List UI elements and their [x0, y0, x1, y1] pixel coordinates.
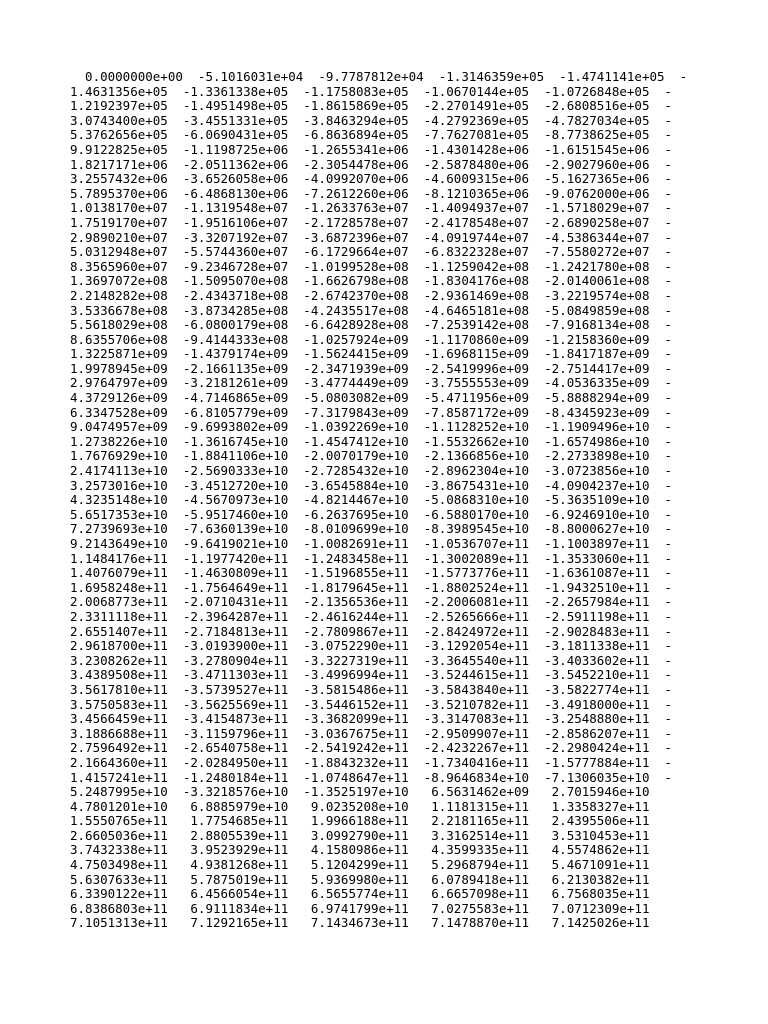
data-row: 3.1886688e+11 -3.1159796e+11 -3.0367675e+11 -2.9509907e+11 -2.8586207e+11 -	[70, 725, 673, 741]
data-row: 8.6355706e+08 -9.4144333e+08 -1.0257924e+09 -1.1170860e+09 -1.2158360e+09 -	[70, 331, 673, 347]
data-row: 6.3390122e+11 6.4566054e+11 6.5655774e+11 6.6657098e+11 6.7568035e+11	[70, 886, 650, 902]
data-row: 4.3235148e+10 -4.5670973e+10 -4.8214467e+10 -5.0868310e+10 -5.3635109e+10 -	[70, 492, 673, 508]
data-row: 3.5617810e+11 -3.5739527e+11 -3.5815486e+11 -3.5843840e+11 -3.5822774e+11 -	[70, 681, 673, 697]
data-row: 1.3225871e+09 -1.4379174e+09 -1.5624415e+09 -1.6968115e+09 -1.8417187e+09 -	[70, 346, 673, 362]
data-row: 3.7432338e+11 3.9523929e+11 4.1580986e+11 4.3599335e+11 4.5574862e+11	[70, 842, 650, 858]
data-row: 5.2487995e+10 -3.3218576e+10 -1.3525197e+10 6.5631462e+09 2.7015946e+10	[70, 784, 650, 800]
data-row: 0.0000000e+00 -5.1016031e+04 -9.7787812e+04 -1.3146359e+05 -1.4741141e+05 -	[70, 69, 688, 84]
data-row: 3.2573016e+10 -3.4512720e+10 -3.6545884e+10 -3.8675431e+10 -4.0904237e+10 -	[70, 477, 673, 493]
data-row: 4.7801201e+10 6.8885979e+10 9.0235208e+10 1.1181315e+11 1.3358327e+11	[70, 798, 650, 814]
data-row: 1.2192397e+05 -1.4951498e+05 -1.8615869e+05 -2.2701491e+05 -2.6808516e+05 -	[70, 98, 673, 114]
data-row: 5.7895370e+06 -6.4868130e+06 -7.2612260e+06 -8.1210365e+06 -9.0762000e+06 -	[70, 185, 673, 201]
data-row: 3.5750583e+11 -3.5625569e+11 -3.5446152e+11 -3.5210782e+11 -3.4918000e+11 -	[70, 696, 673, 712]
data-row: 2.1664360e+11 -2.0284950e+11 -1.8843232e+11 -1.7340416e+11 -1.5777884e+11 -	[70, 754, 673, 770]
data-row: 1.8217171e+06 -2.0511362e+06 -2.3054478e+06 -2.5878480e+06 -2.9027960e+06 -	[70, 156, 673, 172]
data-row: 6.3347528e+09 -6.8105779e+09 -7.3179843e+09 -7.8587172e+09 -8.4345923e+09 -	[70, 404, 673, 420]
data-row: 2.6605036e+11 2.8805539e+11 3.0992790e+11 3.3162514e+11 3.5310453e+11	[70, 827, 650, 843]
data-row: 1.0138170e+07 -1.1319548e+07 -1.2633763e+07 -1.4094937e+07 -1.5718029e+07 -	[70, 200, 673, 216]
data-row: 3.5336678e+08 -3.8734285e+08 -4.2435517e+08 -4.6465181e+08 -5.0849859e+08 -	[70, 302, 673, 318]
data-row: 1.4157241e+11 -1.2480184e+11 -1.0748647e+11 -8.9646834e+10 -7.1306035e+10 -	[70, 769, 673, 785]
data-row: 2.9764797e+09 -3.2181261e+09 -3.4774449e+09 -3.7555553e+09 -4.0536335e+09 -	[70, 375, 673, 391]
data-row: 3.4389508e+11 -3.4711303e+11 -3.4996994e+11 -3.5244615e+11 -3.5452210e+11 -	[70, 667, 673, 683]
data-row: 1.6958248e+11 -1.7564649e+11 -1.8179645e+11 -1.8802524e+11 -1.9432510e+11 -	[70, 579, 673, 595]
data-row: 1.4631356e+05 -1.3361338e+05 -1.1758083e+05 -1.0670144e+05 -1.0726848e+05 -	[70, 83, 673, 99]
data-row: 7.2739693e+10 -7.6360139e+10 -8.0109699e+10 -8.3989545e+10 -8.8000627e+10 -	[70, 521, 673, 537]
data-row: 1.7519170e+07 -1.9516106e+07 -2.1728578e+07 -2.4178548e+07 -2.6890258e+07 -	[70, 214, 673, 230]
data-row: 1.5550765e+11 1.7754685e+11 1.9966188e+11 2.2181165e+11 2.4395506e+11	[70, 813, 650, 829]
data-row: 1.3697072e+08 -1.5095070e+08 -1.6626798e+08 -1.8304176e+08 -2.0140061e+08 -	[70, 273, 673, 289]
data-row: 1.2738226e+10 -1.3616745e+10 -1.4547412e+10 -1.5532662e+10 -1.6574986e+10 -	[70, 433, 673, 449]
data-row: 3.4566459e+11 -3.4154873e+11 -3.3682099e+11 -3.3147083e+11 -3.2548880e+11 -	[70, 711, 673, 727]
data-row: 5.3762656e+05 -6.0690431e+05 -6.8636894e+05 -7.7627081e+05 -8.7738625e+05 -	[70, 127, 673, 143]
data-row: 3.2557432e+06 -3.6526058e+06 -4.0992070e+06 -4.6009315e+06 -5.1627365e+06 -	[70, 171, 673, 187]
data-row: 8.3565960e+07 -9.2346728e+07 -1.0199528e+08 -1.1259042e+08 -1.2421780e+08 -	[70, 258, 673, 274]
data-row: 2.3311118e+11 -2.3964287e+11 -2.4616244e+11 -2.5265666e+11 -2.5911198e+11 -	[70, 608, 673, 624]
data-row: 5.5618029e+08 -6.0800179e+08 -6.6428928e+08 -7.2539142e+08 -7.9168134e+08 -	[70, 317, 673, 333]
data-row: 9.2143649e+10 -9.6419021e+10 -1.0082691e+11 -1.0536707e+11 -1.1003897e+11 -	[70, 536, 673, 551]
data-row: 1.4076079e+11 -1.4630809e+11 -1.5196855e+11 -1.5773776e+11 -1.6361087e+11 -	[70, 565, 673, 581]
data-row: 9.9122825e+05 -1.1198725e+06 -1.2655341e+06 -1.4301428e+06 -1.6151545e+06 -	[70, 141, 673, 157]
data-row: 2.7596492e+11 -2.6540758e+11 -2.5419242e+11 -2.4232267e+11 -2.2980424e+11 -	[70, 740, 673, 756]
data-row: 5.6517353e+10 -5.9517460e+10 -6.2637695e+10 -6.5880170e+10 -6.9246910e+10 -	[70, 506, 673, 522]
data-row: 2.9618700e+11 -3.0193900e+11 -3.0752290e+11 -3.1292054e+11 -3.1811338e+11 -	[70, 638, 673, 654]
data-row: 5.0312948e+07 -5.5744360e+07 -6.1729664e+07 -6.8322328e+07 -7.5580272e+07 -	[70, 244, 673, 260]
numeric-data-listing	[70, 70, 687, 931]
data-row: 2.4174113e+10 -2.5690333e+10 -2.7285432e+10 -2.8962304e+10 -3.0723856e+10 -	[70, 463, 673, 479]
data-row: 3.2308262e+11 -3.2780904e+11 -3.3227319e+11 -3.3645540e+11 -3.4033602e+11 -	[70, 652, 673, 668]
data-row: 4.7503498e+11 4.9381268e+11 5.1204299e+11 5.2968794e+11 5.4671091e+11	[70, 857, 650, 873]
data-row: 1.1484176e+11 -1.1977420e+11 -1.2483458e+11 -1.3002089e+11 -1.3533060e+11 -	[70, 550, 673, 566]
data-row: 2.6551407e+11 -2.7184813e+11 -2.7809867e+11 -2.8424972e+11 -2.9028483e+11 -	[70, 623, 673, 639]
data-row: 3.0743400e+05 -3.4551331e+05 -3.8463294e+05 -4.2792369e+05 -4.7827034e+05 -	[70, 112, 673, 128]
data-row: 1.9978945e+09 -2.1661135e+09 -2.3471939e+09 -2.5419996e+09 -2.7514417e+09 -	[70, 360, 673, 376]
data-row: 7.1051313e+11 7.1292165e+11 7.1434673e+11 7.1478870e+11 7.1425026e+11	[70, 915, 650, 931]
data-row: 6.8386803e+11 6.9111834e+11 6.9741799e+11 7.0275583e+11 7.0712309e+11	[70, 900, 650, 916]
data-row: 9.0474957e+09 -9.6993802e+09 -1.0392269e+10 -1.1128252e+10 -1.1909496e+10 -	[70, 419, 673, 435]
data-row: 2.0068773e+11 -2.0710431e+11 -2.1356536e+11 -2.2006081e+11 -2.2657984e+11 -	[70, 594, 673, 610]
data-row: 1.7676929e+10 -1.8841106e+10 -2.0070179e+10 -2.1366856e+10 -2.2733898e+10 -	[70, 448, 673, 464]
data-row: 2.9890210e+07 -3.3207192e+07 -3.6872396e+07 -4.0919744e+07 -4.5386344e+07 -	[70, 229, 673, 245]
data-row: 5.6307633e+11 5.7875019e+11 5.9369980e+11 6.0789418e+11 6.2130382e+11	[70, 871, 650, 887]
data-row: 2.2148282e+08 -2.4343718e+08 -2.6742370e+08 -2.9361469e+08 -3.2219574e+08 -	[70, 287, 673, 303]
data-row: 4.3729126e+09 -4.7146865e+09 -5.0803082e+09 -5.4711956e+09 -5.8888294e+09 -	[70, 390, 673, 406]
